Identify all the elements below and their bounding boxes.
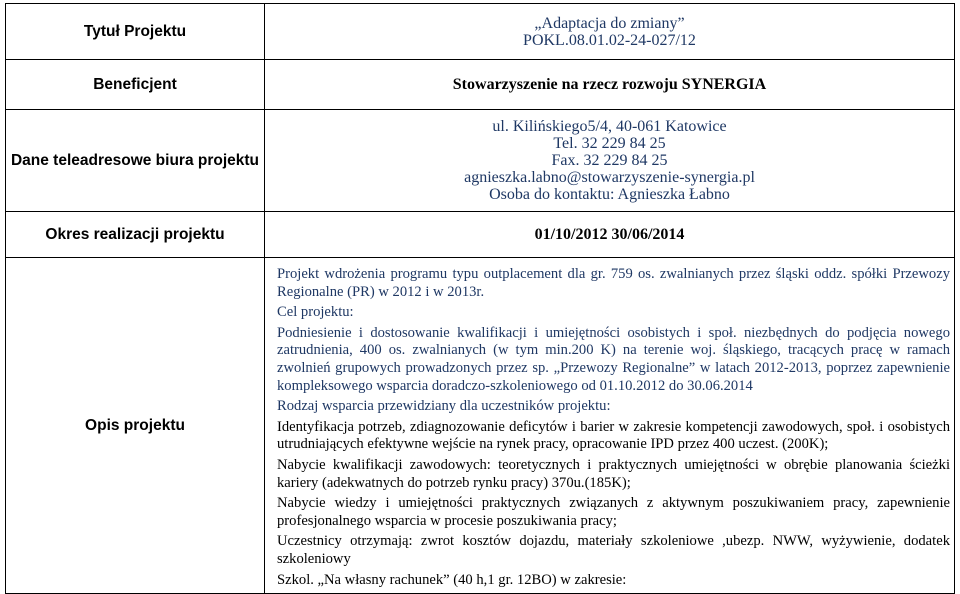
row-description — [6, 258, 955, 594]
title-line: POKL.08.01.02-24-027/12 — [523, 31, 696, 49]
contact-line: Tel. 32 229 84 25 — [553, 135, 666, 152]
row-beneficiary — [6, 60, 955, 110]
contact-line: Fax. 32 229 84 25 — [551, 152, 668, 169]
desc-paragraph: Nabycie wiedzy i umiejętności praktycznych związanych z aktywnym poszukiwaniem pracy, zapewnienie profesjonalnego wsparcia w procesie poszukiwania pracy; — [277, 495, 950, 529]
value-title — [265, 4, 955, 60]
label-period: Okres realizacji projektu — [6, 212, 265, 258]
label-title: Tytuł Projektu — [6, 4, 265, 60]
value-contact — [265, 110, 955, 212]
title-line: „Adaptacja do zmiany” — [534, 14, 685, 32]
label-contact: Dane teleadresowe biura projektu — [6, 110, 265, 212]
desc-paragraph: Projekt wdrożenia programu typu outplacement dla gr. 759 os. zwalnianych przez śląski oddz. spółki Przewozy Regionalne (PR) w 2012 i w 2013r. — [277, 266, 950, 300]
contact-person: Osoba do kontaktu: Agnieszka Łabno — [489, 186, 730, 203]
desc-paragraph: Podniesienie i dostosowanie kwalifikacji i umiejętności osobistych i społ. niezbędnych do podjęcia nowego zatrudnienia, 400 os. zwalnianych (w tym min.200 K) na terenie woj. śląskiego, tracących pracę w ramach zwolnień grupowych prowadzonych przez sp. „Przewozy Regionalne” w latach 2012-2013, poprzez zapewnienie kompleksowego wsparcia doradczo-szkoleniowego od 01.10.2012 do 30.06.2014 — [277, 324, 950, 394]
label-beneficiary: Beneficjent — [6, 60, 265, 110]
value-period: 01/10/2012 30/06/2014 — [265, 212, 955, 258]
label-description: Opis projektu — [6, 258, 265, 594]
value-beneficiary: Stowarzyszenie na rzecz rozwoju SYNERGIA — [265, 60, 955, 110]
desc-paragraph: Identyfikacja potrzeb, zdiagnozowanie deficytów i barier w zakresie kompetencji zawodowych, społ. i osobistych utrudniających efektywne wejście na rynek pracy, opracowanie IPD przez 400 uczest. (200K); — [277, 418, 950, 453]
row-period — [6, 212, 955, 258]
project-info-table — [5, 3, 955, 594]
row-title — [6, 4, 955, 60]
contact-email[interactable]: agnieszka.labno@stowarzyszenie-synergia.pl — [464, 169, 755, 186]
contact-line: ul. Kilińskiego5/4, 40-061 Katowice — [492, 118, 727, 135]
value-description — [265, 258, 955, 594]
row-contact — [6, 110, 955, 212]
desc-paragraph: Uczestnicy otrzymają: zwrot kosztów dojazdu, materiały szkoleniowe ,ubezp. NWW, wyżywienie, dodatek szkoleniowy — [277, 533, 950, 567]
desc-paragraph: Szkol. „Na własny rachunek” (40 h,1 gr. 12BO) w zakresie: — [277, 571, 627, 588]
desc-paragraph: Nabycie kwalifikacji zawodowych: teoretycznych i praktycznych umiejętności w obrębie planowania ścieżki kariery (adekwatnych do potrzeb rynku pracy) 370u.(185K); — [277, 456, 950, 491]
desc-heading: Rodzaj wsparcia przewidziany dla uczestników projektu: — [277, 398, 611, 415]
desc-heading: Cel projektu: — [277, 304, 354, 321]
